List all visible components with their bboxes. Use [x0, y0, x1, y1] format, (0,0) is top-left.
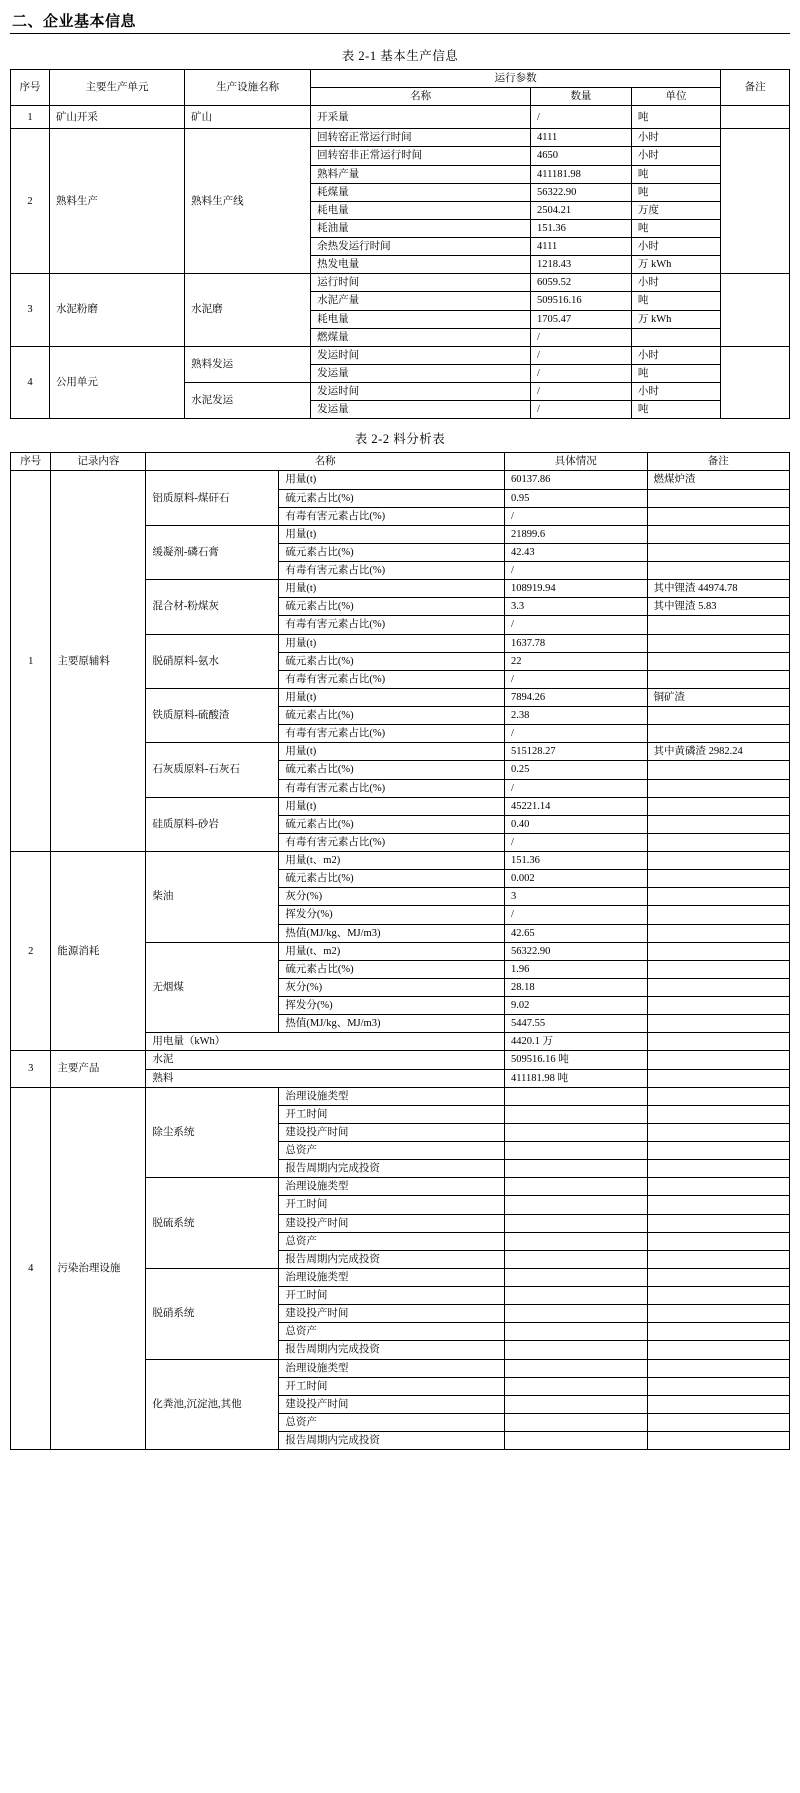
cell-param-name: 开采量	[311, 106, 531, 129]
cell-seq: 1	[11, 471, 51, 852]
cell-item-name: 脱硝系统	[146, 1268, 279, 1359]
cell-item-name: 铁质原料-硫酸渣	[146, 688, 279, 742]
cell-label: 有毒有害元素占比(%)	[279, 507, 505, 525]
cell-item-name: 柴油	[146, 852, 279, 943]
cell-param-measure: 小时	[631, 129, 720, 147]
cell-label: 有毒有害元素占比(%)	[279, 779, 505, 797]
cell-label: 建设投产时间	[279, 1305, 505, 1323]
header-remark: 备注	[721, 70, 790, 106]
cell-item-name: 用电量（kWh）	[146, 1033, 505, 1051]
cell-content: 污染治理设施	[51, 1087, 146, 1450]
table-row	[11, 274, 790, 292]
cell-label: 报告周期内完成投资	[279, 1341, 505, 1359]
cell-remark	[647, 1305, 790, 1323]
cell-label: 硫元素占比(%)	[279, 870, 505, 888]
cell-value: 1.96	[505, 960, 648, 978]
cell-label: 建设投产时间	[279, 1214, 505, 1232]
cell-value: 42.65	[505, 924, 648, 942]
section-divider	[10, 33, 790, 34]
cell-seq: 4	[11, 346, 50, 419]
cell-remark	[647, 634, 790, 652]
cell-label: 用量(t)	[279, 688, 505, 706]
cell-param-name: 耗电量	[311, 201, 531, 219]
cell-remark	[647, 797, 790, 815]
cell-value	[505, 1413, 648, 1431]
cell-param-qty: 4650	[531, 147, 632, 165]
cell-value	[505, 1395, 648, 1413]
cell-value	[505, 1287, 648, 1305]
cell-facility: 水泥磨	[185, 274, 311, 347]
cell-value	[505, 1196, 648, 1214]
cell-facility: 熟料发运	[185, 346, 311, 382]
cell-value	[505, 1105, 648, 1123]
cell-value: 3	[505, 888, 648, 906]
cell-value	[505, 1232, 648, 1250]
cell-value	[505, 1341, 648, 1359]
cell-remark	[647, 978, 790, 996]
cell-value: 4420.1 万	[505, 1033, 648, 1051]
cell-param-name: 热发电量	[311, 256, 531, 274]
cell-value	[505, 1359, 648, 1377]
cell-remark	[647, 997, 790, 1015]
cell-content: 主要原辅料	[51, 471, 146, 852]
cell-remark	[647, 1359, 790, 1377]
cell-label: 灰分(%)	[279, 888, 505, 906]
cell-unit: 熟料生产	[49, 129, 184, 274]
cell-value: 1637.78	[505, 634, 648, 652]
cell-label: 硫元素占比(%)	[279, 815, 505, 833]
cell-remark	[647, 725, 790, 743]
cell-label: 用量(t)	[279, 634, 505, 652]
cell-remark	[647, 562, 790, 580]
cell-label: 硫元素占比(%)	[279, 489, 505, 507]
table-row	[11, 346, 790, 364]
cell-value	[505, 1250, 648, 1268]
cell-remark	[647, 1341, 790, 1359]
cell-label: 挥发分(%)	[279, 906, 505, 924]
cell-param-qty: /	[531, 346, 632, 364]
cell-value: /	[505, 507, 648, 525]
cell-remark	[647, 652, 790, 670]
cell-label: 硫元素占比(%)	[279, 543, 505, 561]
header-param-measure: 单位	[631, 88, 720, 106]
cell-value	[505, 1123, 648, 1141]
cell-value: 5447.55	[505, 1015, 648, 1033]
cell-label: 总资产	[279, 1323, 505, 1341]
header-unit: 主要生产单元	[49, 70, 184, 106]
cell-remark	[647, 815, 790, 833]
header-remark: 备注	[647, 453, 790, 471]
cell-label: 硫元素占比(%)	[279, 761, 505, 779]
cell-remark	[647, 1250, 790, 1268]
cell-label: 治理设施类型	[279, 1087, 505, 1105]
cell-remark	[647, 1323, 790, 1341]
table-row	[11, 129, 790, 147]
cell-param-name: 发运量	[311, 401, 531, 419]
cell-value: 7894.26	[505, 688, 648, 706]
cell-label: 用量(t、m2)	[279, 942, 505, 960]
cell-param-qty: /	[531, 364, 632, 382]
cell-param-qty: 509516.16	[531, 292, 632, 310]
cell-seq: 4	[11, 1087, 51, 1450]
cell-label: 总资产	[279, 1142, 505, 1160]
cell-remark	[647, 852, 790, 870]
cell-remark	[647, 870, 790, 888]
cell-remark	[647, 1196, 790, 1214]
cell-remark	[647, 942, 790, 960]
cell-item-name: 混合材-粉煤灰	[146, 580, 279, 634]
table-material-analysis	[10, 452, 790, 1450]
cell-remark	[647, 1069, 790, 1087]
cell-param-name: 发运时间	[311, 346, 531, 364]
cell-item-name: 铝质原料-煤矸石	[146, 471, 279, 525]
cell-remark	[647, 1160, 790, 1178]
cell-label: 用量(t)	[279, 525, 505, 543]
cell-label: 硫元素占比(%)	[279, 960, 505, 978]
cell-remark: 其中黄磷渣 2982.24	[647, 743, 790, 761]
header-content: 记录内容	[51, 453, 146, 471]
cell-param-name: 熟料产量	[311, 165, 531, 183]
cell-content: 主要产品	[51, 1051, 146, 1087]
cell-remark	[647, 960, 790, 978]
cell-param-measure: 小时	[631, 147, 720, 165]
cell-label: 建设投产时间	[279, 1123, 505, 1141]
cell-param-measure: 吨	[631, 106, 720, 129]
cell-value: 21899.6	[505, 525, 648, 543]
cell-value	[505, 1432, 648, 1450]
cell-param-name: 耗油量	[311, 219, 531, 237]
cell-remark	[647, 707, 790, 725]
cell-value	[505, 1305, 648, 1323]
cell-param-name: 耗煤量	[311, 183, 531, 201]
cell-label: 用量(t)	[279, 743, 505, 761]
table-header-row	[11, 453, 790, 471]
cell-label: 报告周期内完成投资	[279, 1250, 505, 1268]
cell-remark	[647, 489, 790, 507]
cell-param-measure: 吨	[631, 165, 720, 183]
cell-param-measure: 吨	[631, 364, 720, 382]
cell-param-measure: 小时	[631, 238, 720, 256]
cell-label: 有毒有害元素占比(%)	[279, 562, 505, 580]
cell-param-name: 运行时间	[311, 274, 531, 292]
cell-param-qty: 2504.21	[531, 201, 632, 219]
cell-param-name: 余热发运行时间	[311, 238, 531, 256]
cell-remark	[647, 1432, 790, 1450]
cell-param-qty: 4111	[531, 238, 632, 256]
cell-value: 22	[505, 652, 648, 670]
cell-remark	[647, 1087, 790, 1105]
header-seq: 序号	[11, 70, 50, 106]
cell-param-name: 回转窑正常运行时间	[311, 129, 531, 147]
cell-value: /	[505, 670, 648, 688]
cell-label: 灰分(%)	[279, 978, 505, 996]
cell-value: 2.38	[505, 707, 648, 725]
cell-label: 用量(t)	[279, 471, 505, 489]
cell-remark	[647, 616, 790, 634]
cell-remark	[647, 543, 790, 561]
cell-label: 开工时间	[279, 1287, 505, 1305]
cell-item-name: 化粪池,沉淀池,其他	[146, 1359, 279, 1450]
table-row	[11, 1051, 790, 1069]
cell-remark: 其中锂渣 44974.78	[647, 580, 790, 598]
cell-value: 0.40	[505, 815, 648, 833]
cell-remark	[647, 779, 790, 797]
cell-param-measure: 吨	[631, 183, 720, 201]
cell-label: 总资产	[279, 1232, 505, 1250]
cell-value: 28.18	[505, 978, 648, 996]
cell-value	[505, 1377, 648, 1395]
cell-value: 515128.27	[505, 743, 648, 761]
cell-param-measure: 吨	[631, 401, 720, 419]
cell-param-qty: 1705.47	[531, 310, 632, 328]
cell-remark	[647, 906, 790, 924]
table-2-1-caption: 表 2-1 基本生产信息	[341, 49, 459, 63]
cell-value	[505, 1214, 648, 1232]
cell-remark	[647, 761, 790, 779]
cell-content: 能源消耗	[51, 852, 146, 1051]
cell-remark	[647, 1178, 790, 1196]
header-params: 运行参数	[311, 70, 721, 88]
cell-remark	[647, 1377, 790, 1395]
cell-value: 509516.16 吨	[505, 1051, 648, 1069]
cell-remark	[647, 1142, 790, 1160]
cell-seq: 1	[11, 106, 50, 129]
cell-item-name: 脱硝原料-氨水	[146, 634, 279, 688]
cell-remark	[647, 525, 790, 543]
cell-label: 硫元素占比(%)	[279, 598, 505, 616]
cell-label: 有毒有害元素占比(%)	[279, 670, 505, 688]
cell-value: 9.02	[505, 997, 648, 1015]
cell-value: 108919.94	[505, 580, 648, 598]
cell-value	[505, 1268, 648, 1286]
cell-value: 45221.14	[505, 797, 648, 815]
cell-remark	[647, 1015, 790, 1033]
cell-param-name: 发运量	[311, 364, 531, 382]
cell-item-name: 熟料	[146, 1069, 505, 1087]
cell-label: 用量(t)	[279, 797, 505, 815]
cell-label: 热值(MJ/kg、MJ/m3)	[279, 924, 505, 942]
header-seq: 序号	[11, 453, 51, 471]
cell-value: 60137.86	[505, 471, 648, 489]
cell-param-measure	[631, 328, 720, 346]
cell-remark	[647, 1395, 790, 1413]
cell-value: /	[505, 906, 648, 924]
cell-item-name: 脱硫系统	[146, 1178, 279, 1269]
cell-label: 硫元素占比(%)	[279, 707, 505, 725]
cell-label: 开工时间	[279, 1105, 505, 1123]
cell-label: 有毒有害元素占比(%)	[279, 725, 505, 743]
cell-value: 411181.98 吨	[505, 1069, 648, 1087]
cell-param-qty: 1218.43	[531, 256, 632, 274]
cell-unit: 矿山开采	[49, 106, 184, 129]
cell-label: 硫元素占比(%)	[279, 652, 505, 670]
cell-value: /	[505, 833, 648, 851]
cell-item-name: 硅质原料-砂岩	[146, 797, 279, 851]
header-param-name: 名称	[311, 88, 531, 106]
cell-param-qty: 6059.52	[531, 274, 632, 292]
cell-facility: 熟料生产线	[185, 129, 311, 274]
cell-value	[505, 1142, 648, 1160]
cell-seq: 3	[11, 1051, 51, 1087]
cell-remark	[647, 1033, 790, 1051]
cell-label: 有毒有害元素占比(%)	[279, 833, 505, 851]
cell-param-measure: 万度	[631, 201, 720, 219]
cell-param-measure: 小时	[631, 383, 720, 401]
cell-remark	[647, 670, 790, 688]
cell-label: 用量(t)	[279, 580, 505, 598]
cell-remark	[721, 129, 790, 274]
cell-value: 0.002	[505, 870, 648, 888]
cell-value: 151.36	[505, 852, 648, 870]
cell-remark	[721, 274, 790, 347]
cell-facility: 水泥发运	[185, 383, 311, 419]
cell-remark	[647, 924, 790, 942]
cell-param-qty: 411181.98	[531, 165, 632, 183]
cell-remark	[647, 1287, 790, 1305]
cell-item-name: 除尘系统	[146, 1087, 279, 1178]
cell-value: /	[505, 616, 648, 634]
cell-value: 0.95	[505, 489, 648, 507]
header-param-qty: 数量	[531, 88, 632, 106]
cell-param-measure: 小时	[631, 346, 720, 364]
cell-param-name: 耗电量	[311, 310, 531, 328]
cell-param-qty: /	[531, 401, 632, 419]
cell-param-qty: /	[531, 106, 632, 129]
cell-remark: 铜矿渣	[647, 688, 790, 706]
cell-item-name: 缓凝剂-磷石膏	[146, 525, 279, 579]
cell-unit: 公用单元	[49, 346, 184, 419]
table-basic-production-info	[10, 69, 790, 419]
cell-remark	[647, 833, 790, 851]
cell-param-name: 燃煤量	[311, 328, 531, 346]
cell-param-measure: 吨	[631, 219, 720, 237]
cell-label: 开工时间	[279, 1377, 505, 1395]
cell-label: 治理设施类型	[279, 1268, 505, 1286]
cell-remark: 燃煤炉渣	[647, 471, 790, 489]
cell-label: 建设投产时间	[279, 1395, 505, 1413]
cell-remark	[647, 1268, 790, 1286]
cell-remark	[647, 1105, 790, 1123]
cell-remark	[647, 1232, 790, 1250]
cell-remark	[647, 507, 790, 525]
cell-value: /	[505, 562, 648, 580]
cell-item-name: 水泥	[146, 1051, 505, 1069]
cell-param-qty: 4111	[531, 129, 632, 147]
cell-label: 有毒有害元素占比(%)	[279, 616, 505, 634]
cell-param-name: 水泥产量	[311, 292, 531, 310]
header-facility: 生产设施名称	[185, 70, 311, 106]
table-row	[11, 471, 790, 489]
table-2-2-caption: 表 2-2 料分析表	[354, 432, 446, 447]
cell-param-qty: /	[531, 328, 632, 346]
cell-remark	[647, 1413, 790, 1431]
cell-param-measure: 万 kWh	[631, 310, 720, 328]
cell-seq: 3	[11, 274, 50, 347]
cell-value: 0.25	[505, 761, 648, 779]
cell-param-qty: 151.36	[531, 219, 632, 237]
cell-remark	[647, 1214, 790, 1232]
cell-facility: 矿山	[185, 106, 311, 129]
cell-seq: 2	[11, 129, 50, 274]
cell-item-name: 无烟煤	[146, 942, 279, 1033]
cell-remark	[721, 346, 790, 419]
cell-value: 3.3	[505, 598, 648, 616]
cell-value: /	[505, 779, 648, 797]
cell-value	[505, 1178, 648, 1196]
cell-value: /	[505, 725, 648, 743]
table-row	[11, 852, 790, 870]
cell-remark: 其中锂渣 5.83	[647, 598, 790, 616]
cell-param-measure: 小时	[631, 274, 720, 292]
cell-unit: 水泥粉磨	[49, 274, 184, 347]
section-title: 二、企业基本信息	[12, 14, 137, 30]
cell-value: 56322.90	[505, 942, 648, 960]
header-detail: 具体情况	[505, 453, 648, 471]
cell-remark	[647, 888, 790, 906]
cell-param-qty: /	[531, 383, 632, 401]
cell-value: 42.43	[505, 543, 648, 561]
cell-param-measure: 万 kWh	[631, 256, 720, 274]
cell-label: 开工时间	[279, 1196, 505, 1214]
cell-label: 治理设施类型	[279, 1178, 505, 1196]
cell-param-measure: 吨	[631, 292, 720, 310]
cell-label: 报告周期内完成投资	[279, 1160, 505, 1178]
cell-item-name: 石灰质原料-石灰石	[146, 743, 279, 797]
cell-value	[505, 1323, 648, 1341]
cell-label: 治理设施类型	[279, 1359, 505, 1377]
cell-remark	[721, 106, 790, 129]
cell-param-qty: 56322.90	[531, 183, 632, 201]
cell-remark	[647, 1051, 790, 1069]
cell-label: 热值(MJ/kg、MJ/m3)	[279, 1015, 505, 1033]
cell-remark	[647, 1123, 790, 1141]
cell-value	[505, 1160, 648, 1178]
cell-seq: 2	[11, 852, 51, 1051]
cell-label: 报告周期内完成投资	[279, 1432, 505, 1450]
header-name: 名称	[146, 453, 505, 471]
cell-label: 用量(t、m2)	[279, 852, 505, 870]
cell-label: 挥发分(%)	[279, 997, 505, 1015]
cell-label: 总资产	[279, 1413, 505, 1431]
cell-value	[505, 1087, 648, 1105]
cell-param-name: 发运时间	[311, 383, 531, 401]
table-header-row	[11, 70, 790, 88]
table-row	[11, 106, 790, 129]
cell-param-name: 回转窑非正常运行时间	[311, 147, 531, 165]
table-row	[11, 1087, 790, 1105]
